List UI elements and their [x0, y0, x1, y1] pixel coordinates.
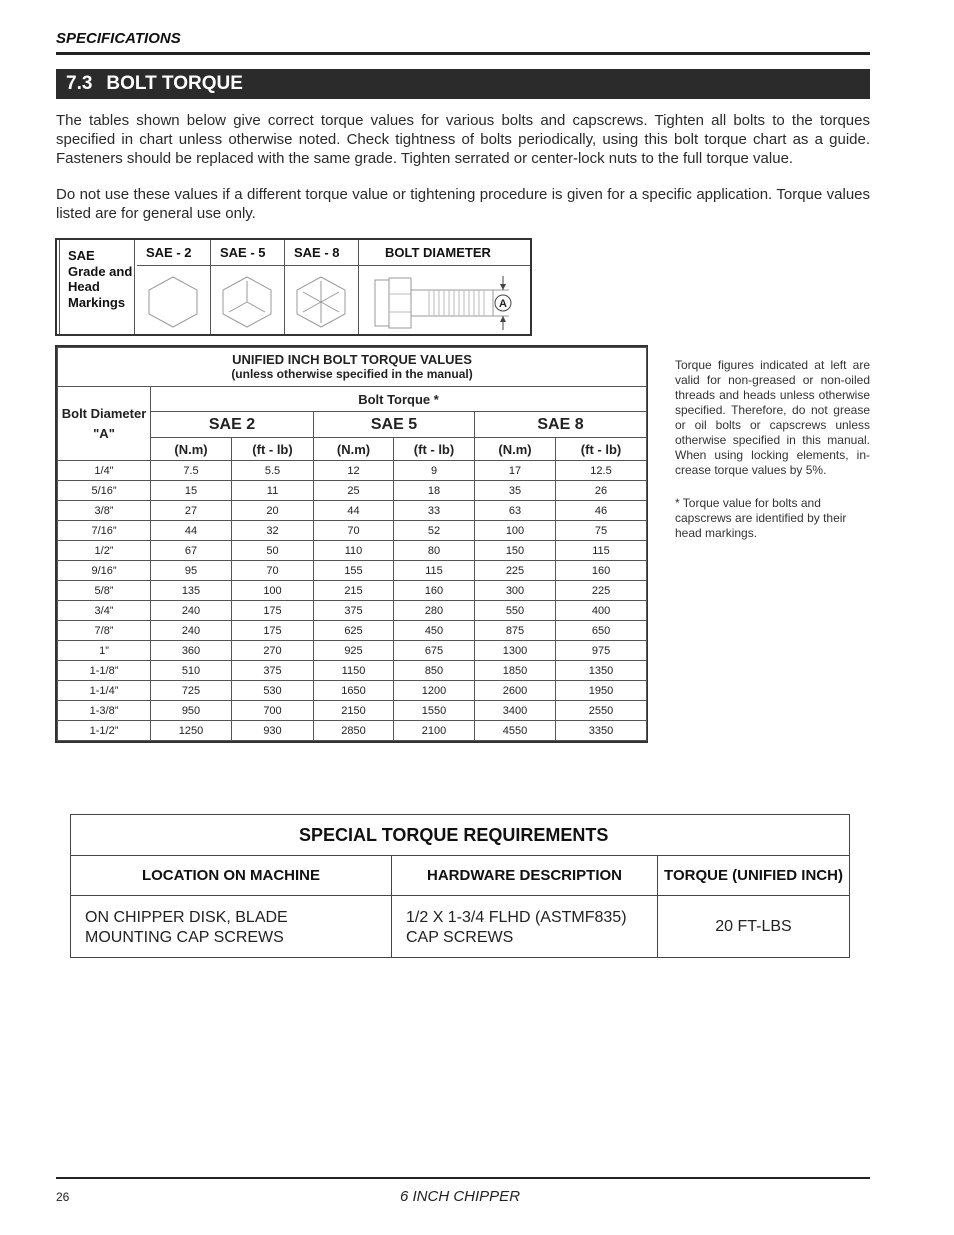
torque-cell: 17: [475, 461, 556, 481]
torque-cell: 2850: [314, 721, 394, 741]
dimension-letter: A: [499, 298, 507, 310]
torque-cell: 135: [151, 581, 232, 601]
torque-cell: 80: [394, 541, 475, 561]
torque-cell: 625: [314, 621, 394, 641]
torque-cell: 1250: [151, 721, 232, 741]
bolt-size-cell: 1/2”: [58, 541, 151, 561]
torque-cell: 175: [232, 601, 314, 621]
running-header: SPECIFICATIONS: [56, 30, 181, 47]
torque-cell: 18: [394, 481, 475, 501]
torque-cell: 70: [314, 521, 394, 541]
torque-note: Torque figures indicated at left are valid for non-greased or non-oiled threads and heads unless otherwise specified. Therefore, do not grease or oil bolts or capscrews unless otherwise specified in this manual. When using locking elements, in-crease torque values by 5%.: [675, 358, 870, 477]
bolt-size-cell: 7/8”: [58, 621, 151, 641]
torque-cell: 530: [232, 681, 314, 701]
torque-cell: 225: [556, 581, 647, 601]
torque-cell: 160: [394, 581, 475, 601]
hardware-header: HARDWARE DESCRIPTION: [392, 856, 658, 896]
sae2-header: SAE - 2: [146, 245, 192, 260]
torque-cell: 975: [556, 641, 647, 661]
torque-table-title-text: UNIFIED INCH BOLT TORQUE VALUES: [232, 352, 472, 367]
bolt-size-cell: 1/4": [58, 461, 151, 481]
footer-rule: [56, 1177, 870, 1179]
sae8-hex-icon: [291, 274, 351, 330]
torque-cell: 5.5: [232, 461, 314, 481]
torque-table-subtitle: (unless otherwise specified in the manual): [231, 367, 473, 381]
torque-cell: 930: [232, 721, 314, 741]
special-torque-title: SPECIAL TORQUE REQUIREMENTS: [71, 815, 849, 856]
torque-cell: 675: [394, 641, 475, 661]
torque-cell: 1350: [556, 661, 647, 681]
bolt-size-cell: 3/4”: [58, 601, 151, 621]
sae8-column: [285, 240, 359, 334]
torque-table-title: [58, 348, 647, 387]
torque-cell: 725: [151, 681, 232, 701]
torque-cell: 360: [151, 641, 232, 661]
page-number: 26: [56, 1190, 70, 1204]
bolt-size-cell: 9/16”: [58, 561, 151, 581]
torque-cell: 1300: [475, 641, 556, 661]
bolt-size-cell: 1-1/4”: [58, 681, 151, 701]
torque-cell: 375: [232, 661, 314, 681]
torque-cell: 280: [394, 601, 475, 621]
unit-header: (ft - lb): [232, 438, 314, 461]
bolt-size-cell: 1”: [58, 641, 151, 661]
torque-table-frame: [55, 345, 648, 743]
torque-cell: 27: [151, 501, 232, 521]
torque-cell: 44: [151, 521, 232, 541]
table-row: [58, 701, 647, 721]
table-row: [58, 601, 647, 621]
grade-header-sae2: SAE 2: [151, 412, 314, 438]
torque-cell: 240: [151, 621, 232, 641]
section-heading: [56, 69, 870, 99]
torque-cell: 63: [475, 501, 556, 521]
torque-cell: 75: [556, 521, 647, 541]
sae5-hex-icon: [217, 274, 277, 330]
torque-cell: 50: [232, 541, 314, 561]
torque-cell: 1150: [314, 661, 394, 681]
torque-cell: 25: [314, 481, 394, 501]
bolt-size-cell: 1-3/8”: [58, 701, 151, 721]
location-cell: ON CHIPPER DISK, BLADE MOUNTING CAP SCREWS: [71, 896, 392, 957]
torque-cell: 700: [232, 701, 314, 721]
torque-cell: 67: [151, 541, 232, 561]
header-rule: [56, 52, 870, 55]
torque-cell: 46: [556, 501, 647, 521]
torque-cell: 225: [475, 561, 556, 581]
unit-header: (N.m): [151, 438, 232, 461]
torque-cell: 850: [394, 661, 475, 681]
torque-cell: 70: [232, 561, 314, 581]
bolt-diameter-column: [359, 240, 530, 334]
hardware-cell: 1/2 X 1-3/4 FLHD (ASTMF835) CAP SCREWS: [392, 896, 658, 957]
asterisk-note: * Torque value for bolts and capscrews are identified by their head markings.: [675, 496, 847, 540]
section-title: BOLT TORQUE: [106, 73, 243, 94]
torque-value-cell: 20 FT-LBS: [715, 918, 792, 935]
unit-header: (N.m): [314, 438, 394, 461]
unit-header: (N.m): [475, 438, 556, 461]
torque-cell: 100: [232, 581, 314, 601]
table-row: [58, 461, 647, 481]
torque-cell: 155: [314, 561, 394, 581]
bolt-size-cell: 5/16”: [58, 481, 151, 501]
torque-cell: 32: [232, 521, 314, 541]
table-row: [58, 541, 647, 561]
torque-cell: 115: [556, 541, 647, 561]
sae5-column: [211, 240, 285, 334]
table-row: [58, 481, 647, 501]
torque-cell: 44: [314, 501, 394, 521]
bolt-torque-table: [57, 347, 647, 741]
torque-cell: 510: [151, 661, 232, 681]
torque-cell: 2600: [475, 681, 556, 701]
table-row: [58, 521, 647, 541]
footer-title: 6 INCH CHIPPER: [400, 1188, 521, 1205]
torque-cell: 33: [394, 501, 475, 521]
torque-cell: 950: [151, 701, 232, 721]
table-row: [58, 661, 647, 681]
bolt-size-cell: 1-1/8”: [58, 661, 151, 681]
section-number: 7.3: [66, 73, 93, 94]
torque-cell: 4550: [475, 721, 556, 741]
torque-cell: 175: [232, 621, 314, 641]
torque-cell: 1550: [394, 701, 475, 721]
torque-cell: 2100: [394, 721, 475, 741]
location-header: LOCATION ON MACHINE: [71, 856, 392, 896]
torque-cell: 12: [314, 461, 394, 481]
torque-cell: 215: [314, 581, 394, 601]
torque-cell: 100: [475, 521, 556, 541]
special-torque-table: [70, 814, 850, 958]
torque-cell: 1950: [556, 681, 647, 701]
bolt-diameter-col-header: Bolt Diameter "A": [58, 387, 151, 461]
intro-paragraph-2: Do not use these values if a different torque value or tightening procedure is given for a specific application. Torque values listed are for general use only.: [56, 186, 870, 222]
bolt-diameter-header: BOLT DIAMETER: [385, 245, 491, 260]
torque-cell: 1850: [475, 661, 556, 681]
torque-cell: 925: [314, 641, 394, 661]
torque-cell: 3350: [556, 721, 647, 741]
unit-header: (ft - lb): [394, 438, 475, 461]
torque-cell: 450: [394, 621, 475, 641]
bolt-diagram-icon: [371, 274, 521, 332]
torque-cell: 115: [394, 561, 475, 581]
torque-cell: 20: [232, 501, 314, 521]
grade-header-sae8: SAE 8: [475, 412, 647, 438]
sae2-column: [137, 240, 211, 334]
torque-cell: 35: [475, 481, 556, 501]
torque-cell: 95: [151, 561, 232, 581]
torque-header: TORQUE (UNIFIED INCH): [658, 856, 849, 896]
table-row: [58, 621, 647, 641]
torque-cell: 12.5: [556, 461, 647, 481]
torque-cell: 2150: [314, 701, 394, 721]
torque-cell: 52: [394, 521, 475, 541]
torque-cell: 2550: [556, 701, 647, 721]
sae8-header: SAE - 8: [294, 245, 340, 260]
grade-header-sae5: SAE 5: [314, 412, 475, 438]
torque-cell: 550: [475, 601, 556, 621]
torque-cell: 150: [475, 541, 556, 561]
torque-cell: 875: [475, 621, 556, 641]
torque-cell: 650: [556, 621, 647, 641]
torque-cell: 15: [151, 481, 232, 501]
sae2-hex-icon: [143, 274, 203, 330]
bolt-size-cell: 1-1/2”: [58, 721, 151, 741]
bolt-torque-header: Bolt Torque *: [151, 387, 647, 412]
bolt-size-cell: 7/16”: [58, 521, 151, 541]
table-row: [58, 581, 647, 601]
unit-header: (ft - lb): [556, 438, 647, 461]
bolt-size-cell: 3/8”: [58, 501, 151, 521]
torque-cell: 26: [556, 481, 647, 501]
torque-cell: 160: [556, 561, 647, 581]
table-row: [58, 681, 647, 701]
torque-cell: 270: [232, 641, 314, 661]
torque-cell: 375: [314, 601, 394, 621]
table-row: [58, 561, 647, 581]
torque-cell: 7.5: [151, 461, 232, 481]
intro-paragraph-1: The tables shown below give correct torque values for various bolts and capscrews. Tighten all bolts to the torques specified in chart unless otherwise noted. Check tightness of bolts periodically, using this bolt torque chart as a guide. Fasteners should be replaced with the same grade. Tighten serrated or center-lock nuts to the full torque value.: [56, 112, 870, 167]
torque-cell: 1200: [394, 681, 475, 701]
torque-cell: 400: [556, 601, 647, 621]
head-markings-table: [55, 238, 532, 336]
table-row: [58, 501, 647, 521]
torque-table-body: [58, 461, 647, 741]
torque-cell: 11: [232, 481, 314, 501]
bolt-size-cell: 5/8”: [58, 581, 151, 601]
torque-cell: 110: [314, 541, 394, 561]
torque-cell: 300: [475, 581, 556, 601]
torque-cell: 1650: [314, 681, 394, 701]
markings-label: SAE Grade and Head Markings: [59, 240, 135, 334]
torque-cell: 9: [394, 461, 475, 481]
table-row: [58, 721, 647, 741]
table-row: [58, 641, 647, 661]
sae5-header: SAE - 5: [220, 245, 266, 260]
torque-cell: 240: [151, 601, 232, 621]
torque-cell: 3400: [475, 701, 556, 721]
